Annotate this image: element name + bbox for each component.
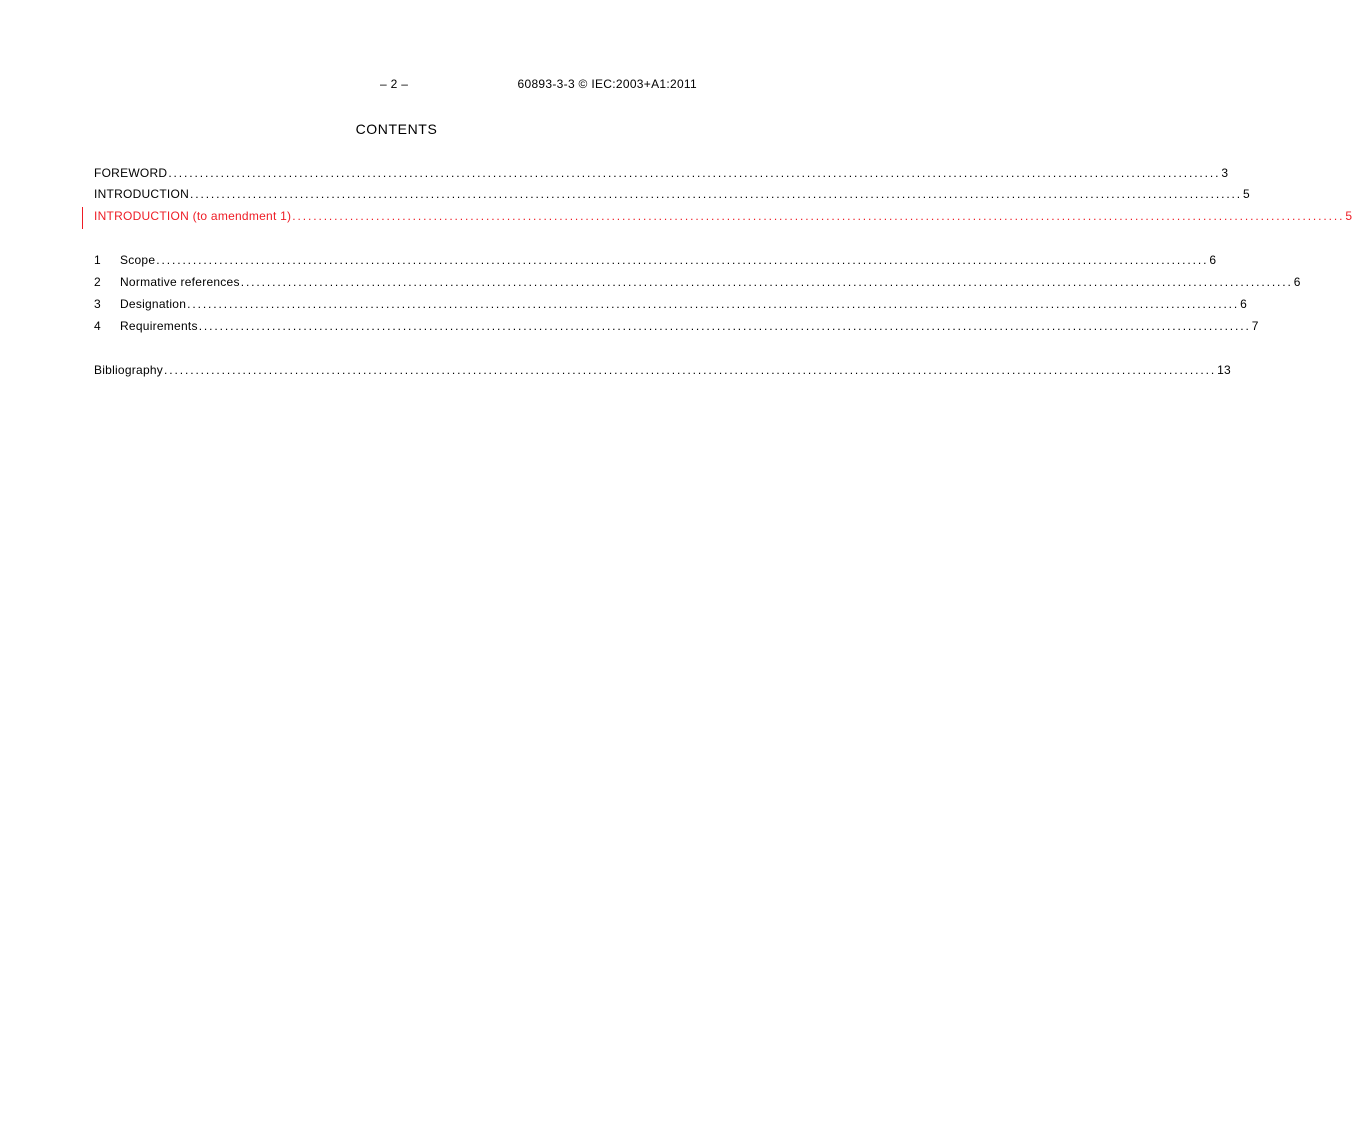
toc-leader-dots: ......................................................................................................................................................................................................... xyxy=(190,187,1243,201)
toc-entry-normative-references[interactable] xyxy=(94,273,1301,291)
toc-entry-page: 3 xyxy=(1221,166,1229,180)
toc-entry-label: Normative references xyxy=(120,275,240,289)
toc-leader-dots: ......................................................................................................................................................................................................... xyxy=(240,275,1293,289)
page-title: CONTENTS xyxy=(355,121,438,137)
toc-leader-dots: ......................................................................................................................................................................................................... xyxy=(164,363,1217,377)
toc-entry-requirements[interactable] xyxy=(94,317,1259,335)
amendment-change-bar xyxy=(82,207,83,229)
toc-entry-introduction-amendment-1[interactable] xyxy=(94,207,1352,225)
toc-entry-foreword[interactable] xyxy=(94,164,1229,182)
toc-entry-introduction[interactable] xyxy=(94,185,1250,203)
toc-entry-page: 5 xyxy=(1243,187,1250,201)
toc-entry-page: 6 xyxy=(1240,297,1248,311)
toc-entry-bibliography[interactable] xyxy=(94,361,1231,379)
toc-entry-page: 5 xyxy=(1345,209,1352,223)
toc-entry-label: Bibliography xyxy=(94,363,164,377)
toc-entry-page: 13 xyxy=(1217,363,1231,377)
toc-entry-number: 4 xyxy=(94,319,101,333)
toc-entry-number: 3 xyxy=(94,297,101,311)
toc-leader-dots: ......................................................................................................................................................................................................... xyxy=(292,209,1345,223)
toc-leader-dots: ......................................................................................................................................................................................................... xyxy=(168,166,1221,180)
toc-leader-dots: ......................................................................................................................................................................................................... xyxy=(187,297,1240,311)
toc-entry-page: 6 xyxy=(1293,275,1301,289)
document-reference: 60893-3-3 © IEC:2003+A1:2011 xyxy=(517,77,697,91)
toc-entry-number: 2 xyxy=(94,275,101,289)
toc-leader-dots: ......................................................................................................................................................................................................... xyxy=(198,319,1251,333)
toc-entry-label: Designation xyxy=(120,297,187,311)
toc-entry-label: Requirements xyxy=(120,319,198,333)
toc-entry-label: Scope xyxy=(120,253,156,267)
page-number: – 2 – xyxy=(380,77,409,91)
toc-entry-label: FOREWORD xyxy=(94,166,168,180)
toc-entry-page: 6 xyxy=(1209,253,1217,267)
toc-leader-dots: ......................................................................................................................................................................................................... xyxy=(156,253,1209,267)
toc-entry-scope[interactable] xyxy=(94,251,1217,269)
toc-entry-label: INTRODUCTION (to amendment 1) xyxy=(94,209,292,223)
toc-entry-number: 1 xyxy=(94,253,101,267)
toc-entry-designation[interactable] xyxy=(94,295,1248,313)
toc-entry-label: INTRODUCTION xyxy=(94,187,189,201)
toc-entry-page: 7 xyxy=(1251,319,1259,333)
